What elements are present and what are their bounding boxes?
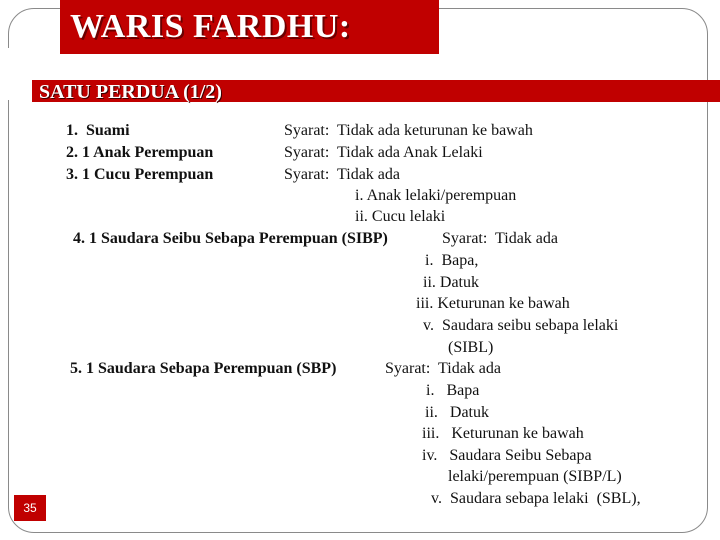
item-3-condition: ii. Cucu lelaki bbox=[355, 208, 446, 225]
item-5-label: 5. 1 Saudara Sebapa Perempuan (SBP) bbox=[70, 360, 337, 377]
item-4-condition: (SIBL) bbox=[448, 339, 494, 356]
title-banner bbox=[60, 0, 439, 54]
item-4-syarat: Syarat: Tidak ada bbox=[442, 230, 558, 247]
item-4-label: 4. 1 Saudara Seibu Sebapa Perempuan (SIBP) bbox=[73, 230, 388, 247]
item-5-condition: lelaki/perempuan (SIBP/L) bbox=[448, 468, 622, 485]
item-4-condition: i. Bapa, bbox=[425, 252, 479, 269]
item-3-condition: i. Anak lelaki/perempuan bbox=[355, 187, 517, 204]
item-3-syarat: Syarat: Tidak ada bbox=[284, 166, 400, 183]
item-1-syarat: Syarat: Tidak ada keturunan ke bawah bbox=[284, 122, 533, 139]
item-4-condition: v. Saudara seibu sebapa lelaki bbox=[423, 317, 619, 334]
item-4-condition: ii. Datuk bbox=[423, 274, 479, 291]
item-2-syarat: Syarat: Tidak ada Anak Lelaki bbox=[284, 144, 483, 161]
slide-title: WARIS FARDHU: bbox=[70, 8, 351, 45]
item-1-label: 1. Suami bbox=[66, 122, 130, 139]
page-number: 35 bbox=[14, 495, 46, 521]
item-5-condition: i. Bapa bbox=[426, 382, 480, 399]
item-2-label: 2. 1 Anak Perempuan bbox=[66, 144, 214, 161]
slide-subtitle: SATU PERDUA (1/2) bbox=[39, 81, 222, 103]
item-5-condition: iv. Saudara Seibu Sebapa bbox=[422, 447, 592, 464]
item-5-syarat: Syarat: Tidak ada bbox=[385, 360, 501, 377]
item-4-condition: iii. Keturunan ke bawah bbox=[416, 295, 570, 312]
frame-gap bbox=[0, 48, 10, 100]
item-5-condition: iii. Keturunan ke bawah bbox=[422, 425, 584, 442]
subtitle-banner bbox=[32, 80, 720, 102]
item-5-condition: ii. Datuk bbox=[425, 404, 489, 421]
item-3-label: 3. 1 Cucu Perempuan bbox=[66, 166, 214, 183]
item-5-condition: v. Saudara sebapa lelaki (SBL), bbox=[431, 490, 641, 507]
